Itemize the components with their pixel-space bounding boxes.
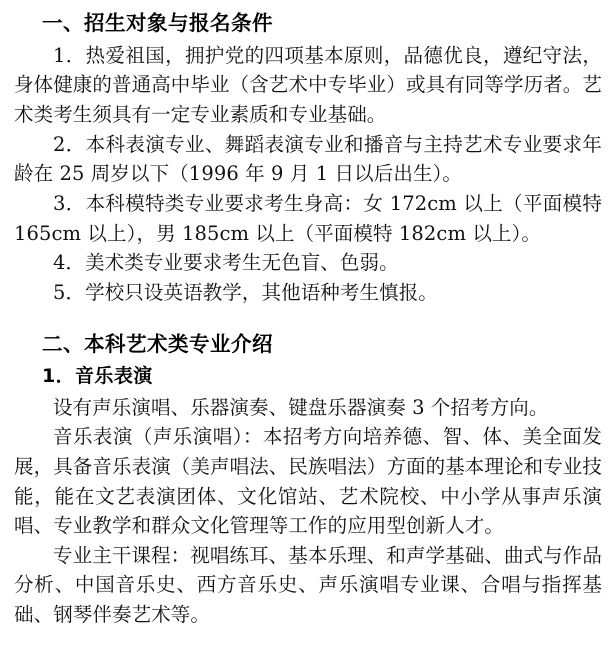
section-spacer (14, 307, 602, 329)
subheading-music-performance: 1．音乐表演 (42, 365, 153, 388)
section-heading-admission-requirements: 一、招生对象与报名条件 (42, 11, 273, 35)
paragraph-music-directions: 设有声乐演唱、乐器演奏、键盘乐器演奏 3 个招考方向。 (53, 395, 549, 419)
paragraph-music-core-courses: 专业主干课程：视唱练耳、基本乐理、和声学基础、曲式与作品分析、中国音乐史、西方音乐史、声乐演唱专业课、合唱与指挥基础、钢琴伴奏艺术等。 (14, 543, 602, 626)
section-heading-major-introduction: 二、本科艺术类专业介绍 (42, 332, 273, 357)
paragraph-music-vocal-description: 音乐表演（声乐演唱）：本招考方向培养德、智、体、美全面发展，具备音乐表演（美声唱法、民族唱法）方面的基本理论和专业技能，能在文艺表演团体、文化馆站、艺术院校、中小学从事声乐演唱、专业教学和群众文化管理等工作的应用型创新人才。 (14, 425, 603, 538)
paragraph-requirement-5: 5．学校只设英语教学，其他语种考生慎报。 (53, 280, 438, 304)
paragraph-requirement-1: 1．热爱祖国，拥护党的四项基本原则，品德优良，遵纪守法，身体健康的普通高中毕业（含艺术中专毕业）或具有同等学历者。艺术类考生须具有一定专业素质和专业基础。 (14, 43, 603, 126)
paragraph-requirement-4: 4．美术类专业要求考生无色盲、色弱。 (53, 251, 399, 275)
paragraph-requirement-3: 3．本科模特类专业要求考生身高：女 172cm 以上（平面模特 165cm 以上），男 185cm 以上（平面模特 182cm 以上）。 (14, 191, 602, 245)
paragraph-requirement-2: 2．本科表演专业、舞蹈表演专业和播音与主持艺术专业要求年龄在 25 周岁以下（1996 年 9 月 1 日以后出生）。 (14, 132, 602, 186)
